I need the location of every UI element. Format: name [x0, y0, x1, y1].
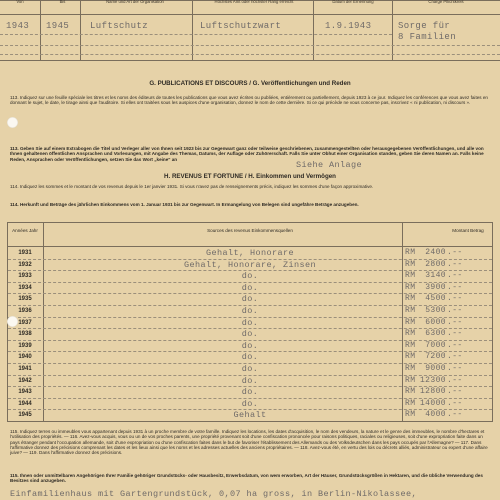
income-year: 1945 — [18, 412, 32, 419]
income-currency: RM — [405, 282, 416, 292]
income-currency: RM — [405, 410, 416, 420]
income-currency: RM — [405, 259, 416, 269]
income-source: do. — [241, 387, 259, 398]
income-currency: RM — [405, 306, 416, 315]
income-header-divider — [7, 246, 493, 247]
income-amount: 5300 — [425, 306, 446, 315]
income-amount: 7000 — [425, 340, 446, 350]
q113-french: 113. Indiquez sur une feuille spéciale les titres et les noms des éditeurs de toutes les publications que vous avez écrites ou publiées, entièrement ou partiellement, depuis 1923 à ce jour. Indiquez les conférences que vous avez faites en donnant le sujet, le date, le tirage ainsi que l'auditoire. Si elles ont traitées sous les auspices d'une organisation, donnez le nom de cette dernière. Si ce qui précède ne vous concerne pas, inscrivez « ni publication, ni discours ». — [10, 95, 488, 106]
row-rule — [0, 54, 500, 55]
income-year: 1944 — [18, 400, 32, 407]
income-year: 1940 — [18, 354, 32, 361]
income-currency: RM — [405, 398, 416, 408]
income-amount: 14000 — [419, 398, 446, 408]
income-source: do. — [241, 352, 259, 363]
income-amount: 4500 — [425, 294, 446, 304]
income-year: 1934 — [18, 284, 32, 291]
income-source: Gehalt, Honorare, Zinsen — [183, 259, 317, 270]
header-von: Von — [16, 0, 24, 4]
header-bis: Bis — [59, 0, 66, 4]
income-amount: 2800 — [425, 259, 446, 269]
income-year: 1942 — [18, 377, 32, 384]
income-currency: RM — [405, 375, 416, 385]
income-source: do. — [241, 294, 259, 305]
income-currency: RM — [405, 352, 416, 362]
income-year: 1932 — [18, 261, 32, 268]
income-source: do. — [241, 398, 259, 409]
income-source: Gehalt — [233, 410, 267, 421]
q114-german: 114. Herkunft und Beträge des jährlichen Einkommens vom 1. Januar 1931 bis zur Gegenwart. In Ermangelung von Belegen sind ungefähre Beträge anzugeben. — [10, 202, 359, 207]
income-dash: .-- — [447, 410, 463, 420]
income-col-divider — [43, 222, 44, 422]
income-source: do. — [241, 329, 259, 340]
income-currency: RM — [405, 294, 416, 304]
income-source: do. — [241, 282, 259, 293]
income-dash: .-- — [447, 352, 463, 362]
income-dash: .-- — [447, 364, 463, 373]
col-divider — [80, 0, 81, 60]
income-currency: RM — [405, 329, 416, 339]
income-year: 1939 — [18, 342, 32, 349]
income-source: do. — [241, 271, 259, 282]
q114-french: 114. Indiquez les sommes et le montant de vos revenus depuis le 1er janvier 1931. Si vous n'avez pas de renseignements précis, indiquez les sommes d'une façon approximative. — [10, 184, 374, 189]
q113-german: 113. Geben Sie auf einem Extrabogen die Titel und Verleger aller von Ihnen seit 1923 bis zur Gegenwart ganz oder teilweise geschriebenen, zusammengestellten oder herausgegebenen Veröffentlichungen, und alle von Ihnen gehaltenen öffentlichen Ansprachen und Vorlesungen, mit Angabe des Themas, Datums, der Auflage oder Zuhörerschaft. Falls Sie unter Obhut einer Organisation standen, geben Sie deren Namen an. Falls keine Reden, Ansprachen oder Veröffentlichungen, setzen Sie das Wort „keine" an — [10, 146, 484, 162]
income-currency: RM — [405, 340, 416, 350]
income-year: 1933 — [18, 273, 32, 280]
income-dash: .-- — [447, 340, 463, 350]
row-rule — [0, 45, 500, 46]
col-divider — [313, 0, 314, 60]
income-dash: .-- — [447, 387, 463, 397]
income-dash: .-- — [447, 329, 463, 339]
section-h-title: H. REVENUS ET FORTUNE / H. Einkommen und Vermögen — [164, 173, 336, 180]
income-amount: 6000 — [425, 317, 446, 327]
income-source: do. — [241, 317, 259, 328]
income-amount: 12800 — [419, 387, 446, 397]
income-amount: 7200 — [425, 352, 446, 362]
org-name: Luftschutz — [90, 21, 149, 31]
org-remark-line2: 8 Familien — [398, 32, 457, 42]
income-source: do. — [241, 340, 259, 351]
org-date: 1.9.1943 — [325, 21, 372, 31]
income-table-bottom — [7, 421, 493, 422]
income-currency: RM — [405, 271, 416, 281]
col-divider — [192, 0, 193, 60]
top-table-bottom — [0, 60, 500, 61]
q113-answer: Siehe Anlage — [296, 160, 363, 170]
punch-hole — [7, 316, 18, 327]
income-amount: 9000 — [425, 364, 446, 373]
header-rank: Höchstes Amt oder höchster Rang erreicht — [214, 0, 294, 4]
income-year: 1943 — [18, 389, 32, 396]
income-col-divider — [492, 222, 493, 422]
header-organisation: Name und Art der Organisation — [106, 0, 164, 4]
org-rank: Luftschutzwart — [200, 21, 282, 31]
income-dash: .-- — [447, 398, 463, 408]
org-bis: 1945 — [46, 21, 70, 31]
punch-hole — [7, 117, 18, 128]
income-currency: RM — [405, 317, 416, 327]
org-von: 1943 — [6, 21, 30, 31]
income-amount: 3140 — [425, 271, 446, 281]
income-dash: .-- — [447, 248, 463, 257]
income-amount: 12300 — [419, 375, 446, 385]
income-amount: 4000 — [425, 410, 446, 420]
section-g-title: G. PUBLICATIONS ET DISCOURS / G. Veröffentlichungen und Reden — [149, 80, 351, 87]
income-year: 1931 — [18, 250, 32, 256]
income-currency: RM — [405, 248, 416, 257]
row-rule — [0, 34, 392, 35]
income-year: 1936 — [18, 308, 32, 314]
income-dash: .-- — [447, 317, 463, 327]
income-table-top — [7, 222, 493, 223]
q115-answer: Einfamilienhaus mit Gartengrundstück, 0,07 ha gross, in Berlin-Nikolassee, — [10, 489, 418, 499]
income-year: 1941 — [18, 366, 32, 372]
income-col-divider — [402, 222, 403, 422]
income-dash: .-- — [447, 375, 463, 385]
income-year: 1935 — [18, 296, 32, 303]
income-source: do. — [241, 375, 259, 386]
income-amount: 3900 — [425, 282, 446, 292]
income-source: do. — [241, 306, 259, 316]
top-header-divider — [0, 14, 500, 15]
income-dash: .-- — [447, 294, 463, 304]
income-header-amount: Montant Betrag — [452, 228, 484, 233]
income-dash: .-- — [447, 271, 463, 281]
header-date: Datum der Ernennung — [332, 0, 374, 4]
org-remark-line1: Sorge für — [398, 21, 451, 31]
income-currency: RM — [405, 364, 416, 373]
income-dash: .-- — [447, 259, 463, 269]
income-currency: RM — [405, 387, 416, 397]
q115-french: 115. Indiquez terres ou immeubles vous appartenant depuis 1931 à un proche membre de votre famille. Indiquez les locations, les dates d'acquisition, le nom des vendeurs, la nature et le genre des immeubles, le nombre d'hectares et l'utilisation des propriétés. — 116. Avez-vous acquis, vous ou un de vos proches parents, une propriété provenant soit d'une confiscation prononcée pour raisons politiques, raciales ou religieuses, soit d'une expropriation faite dans un pays étranger pendant l'occupation allemande, soit d'une expropriation ou d'une confiscation faites dans le but de favoriser l'établissement des Allemands ou des Volksdeutschen dans les pays occupés par l'Allemagne? — 117. Dans l'affirmative donnez des précisions comprenant les dates et les lieux ainsi que les noms et les adresses actuelles des anciens propriétaires. — 118. Avez-vous été, en vertu des lois ou décrets alliés, administrateur ou expert d'une affaire juive? — 119. Dans l'affirmative donnez des précisions. — [10, 429, 488, 456]
header-charge: Charge Pflichtkreis — [428, 0, 464, 4]
col-divider — [392, 0, 393, 60]
income-source: Gehalt, Honorare — [205, 248, 294, 258]
income-header-year: Années Jahr — [12, 228, 38, 233]
col-divider — [40, 0, 41, 60]
income-amount: 6300 — [425, 329, 446, 339]
income-amount: 2400 — [425, 248, 446, 257]
income-dash: .-- — [447, 282, 463, 292]
income-year: 1938 — [18, 331, 32, 338]
income-dash: .-- — [447, 306, 463, 315]
income-header-source: Sources des revenus Einkommensquellen — [207, 228, 293, 233]
income-source: do. — [241, 364, 259, 374]
income-year: 1937 — [18, 319, 32, 326]
q115-german: 115. Ihnen oder unmittelbaren Angehörigen Ihrer Familie gehöriger Grundstücks- oder Hausbesitz, Erwerbsdatum, von wem erworben, Art der Häuser, Grundstücksgrößen in Hektaren, und die übliche Verwendung des Besitzes sind anzugeben. — [10, 473, 483, 484]
